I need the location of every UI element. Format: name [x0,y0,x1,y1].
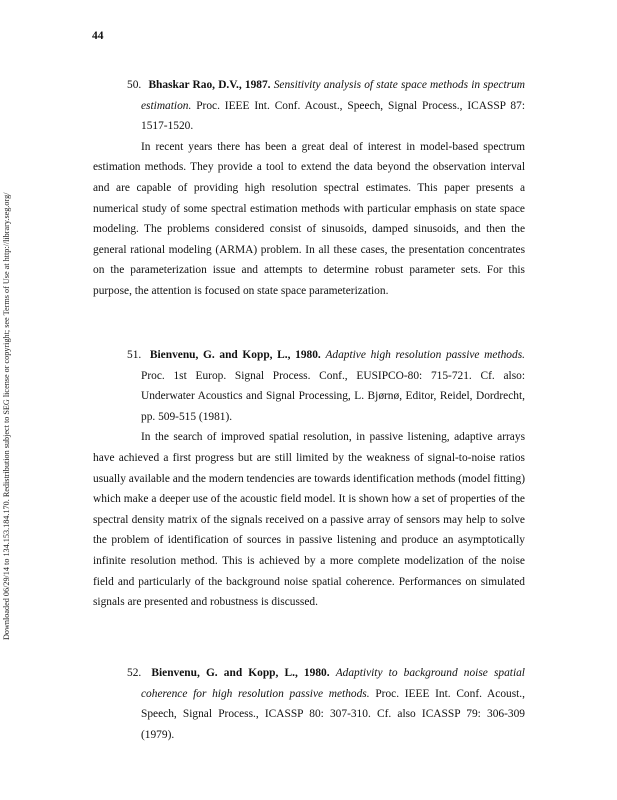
reference-citation [93,345,525,427]
reference-source: Proc. IEEE Int. Conf. Acoust., Speech, Signal Process., ICASSP 87: 1517-1520. [141,99,525,133]
reference-entry [93,663,525,745]
reference-source: Proc. 1st Europ. Signal Process. Conf., EUSIPCO-80: 715-721. Cf. also: Underwater Acoustics and Signal Processing, L. Bjørnø, Editor, Reidel, Dordrecht, pp. 509-515 (1981). [141,369,525,423]
page-number: 44 [92,30,104,42]
reference-title: Adaptivity to background noise spatial coherence for high resolution passive methods. [141,667,525,700]
reference-title: Sensitivity analysis of state space methods in spectrum estimation. [141,79,525,112]
reference-citation [93,663,525,745]
reference-number: 52. [127,667,142,679]
download-notice: Downloaded 06/29/14 to 134.153.184.170. Redistribution subject to SEG license or copyright; see Terms of Use at http://library.seg.org/ [2,192,11,640]
reference-abstract: In the search of improved spatial resolution, in passive listening, adaptive arrays have achieved a first progress but are still limited by the weakness of signal-to-noise ratios usually available and the modern tendencies are towards identification methods (model fitting) which make a deeper use of the acoustic field model. It is shown how a set of properties of the spectral density matrix of the signals received on a passive array of sensors may help to solve the problem of identification of sources in passive listening and produce an asymptotically infinite resolution method. This is achieved by a more complete modelization of the noise field and particularly of the background noise spatial coherence. Performances on simulated signals are presented and robustness is discussed. [93,431,525,609]
reference-authors: Bienvenu, G. and Kopp, L., 1980. [151,667,330,679]
reference-number: 50. [127,79,142,91]
reference-source: Proc. IEEE Int. Conf. Acoust., Speech, Signal Process., ICASSP 80: 307-310. Cf. also ICASSP 79: 306-309 (1979). [141,687,526,741]
reference-entry [93,345,525,613]
reference-number: 51. [127,349,142,361]
reference-authors: Bhaskar Rao, D.V., 1987. [148,79,271,91]
reference-abstract: In recent years there has been a great deal of interest in model-based spectrum estimation methods. They provide a tool to extend the data beyond the observation interval and are capable of providing high resolution spectral estimates. This paper presents a numerical study of some spectral estimation methods with particular emphasis on state space modeling. The problems considered consist of sinusoids, damped sinusoids, and then the general rational modeling (ARMA) problem. In all these cases, the presentation concentrates on the parameterization issue and attempts to determine robust parameter sets. For this purpose, the attention is focused on state space parameterization. [93,140,525,297]
reference-entry [93,75,525,302]
reference-citation [93,75,525,137]
reference-title: Adaptive high resolution passive methods. [325,349,525,361]
reference-authors: Bienvenu, G. and Kopp, L., 1980. [149,349,321,361]
